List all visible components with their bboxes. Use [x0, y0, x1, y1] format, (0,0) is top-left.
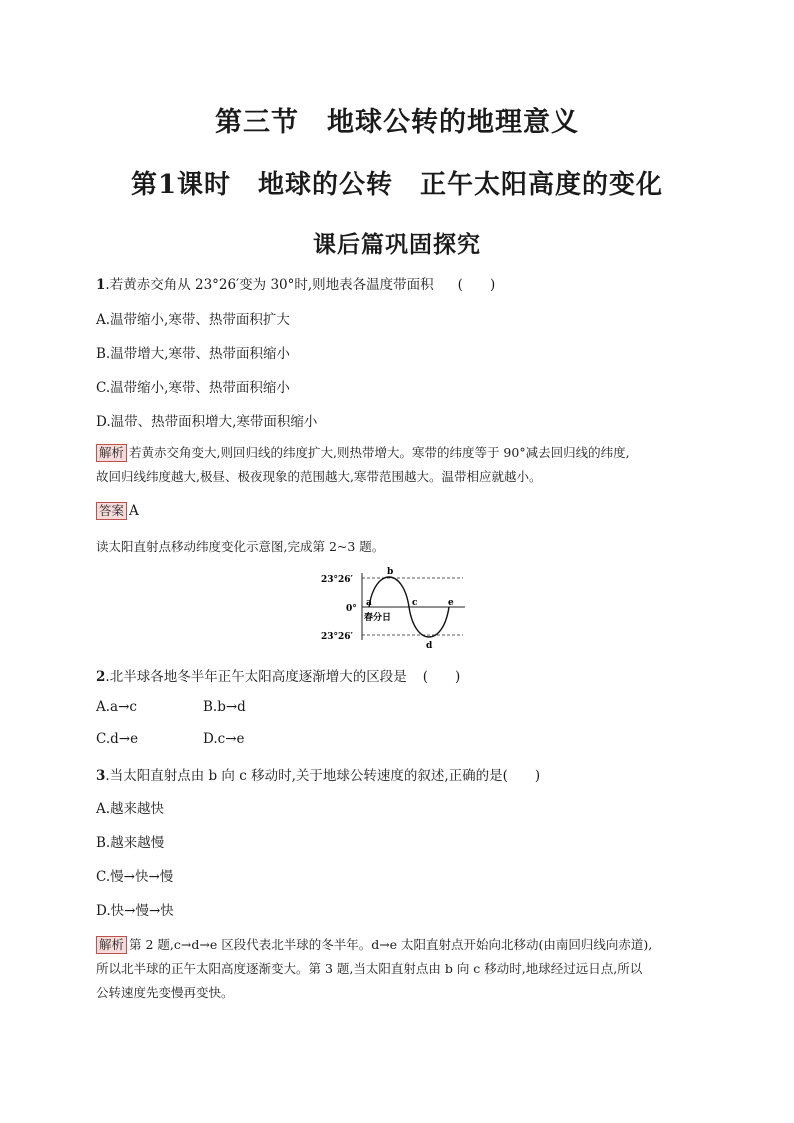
analysis-tag: 解析: [96, 936, 127, 954]
question-2-option-d: D.c→e: [203, 731, 245, 747]
question-3-option-c: C.慢→快→慢: [96, 869, 174, 885]
point-c-label: c: [412, 598, 418, 608]
analysis-tag: 解析: [96, 444, 127, 462]
analysis-text-line: 故回归线纬度越大,极昼、极夜现象的范围越大,寒带范围越大。温带相应就越小。: [96, 469, 542, 484]
question-3: [96, 764, 540, 784]
answer-value: A: [129, 503, 139, 519]
question-2-option-a: A.a→c: [96, 699, 137, 715]
question-3-option-a: A.越来越快: [96, 801, 165, 817]
question-2: [96, 665, 460, 685]
question-2-stem: .北半球各地冬半年正午太阳高度逐渐增大的区段是: [105, 669, 407, 685]
question-1-paren: ( ): [457, 277, 496, 293]
question-3-analysis: [96, 933, 652, 1005]
section-title: 第三节 地球公转的地理意义: [215, 107, 579, 138]
analysis-text-line: 若黄赤交角变大,则回归线的纬度扩大,则热带增大。寒带的纬度等于 90°减去回归线的纬度,: [129, 445, 630, 460]
spring-equinox-label: 春分日: [364, 613, 392, 623]
point-e-label: e: [448, 598, 454, 608]
question-1-option-d: D.温带、热带面积增大,寒带面积缩小: [96, 414, 318, 430]
point-a-label: a: [366, 598, 372, 608]
analysis-text-line: 公转速度先变慢再变快。: [96, 985, 234, 1000]
question-2-number: 2: [96, 669, 106, 685]
analysis-text-line: 所以北半球的正午太阳高度逐渐变大。第 3 题,当太阳直射点由 b 向 c 移动时,地球经过远日点,所以: [96, 961, 643, 976]
question-1-option-c: C.温带缩小,寒带、热带面积缩小: [96, 380, 290, 396]
question-2-paren: ( ): [422, 669, 461, 685]
label-south-tropic: 23°26′: [321, 632, 353, 642]
question-1-option-b: B.温带增大,寒带、热带面积缩小: [96, 346, 291, 362]
question-2-option-c: C.d→e: [96, 731, 139, 747]
question-3-paren: ( ): [502, 768, 541, 784]
question-1-option-a: A.温带缩小,寒带、热带面积扩大: [96, 312, 290, 328]
question-1-stem: .若黄赤交角从 23°26′变为 30°时,则地表各温度带面积: [105, 277, 434, 293]
question-1: [96, 273, 495, 293]
label-equator: 0°: [346, 604, 357, 614]
point-d-label: d: [426, 641, 433, 650]
question-2-option-b: B.b→d: [203, 699, 246, 715]
label-north-tropic: 23°26′: [321, 575, 353, 585]
lesson-title: 第1课时 地球的公转 正午太阳高度的变化: [130, 170, 664, 200]
question-1-number: 1: [96, 277, 106, 293]
point-b-label: b: [387, 567, 394, 577]
part-title: 课后篇巩固探究: [313, 231, 481, 258]
question-1-analysis: [96, 441, 630, 489]
question-1-answer: [96, 499, 139, 523]
question-3-option-b: B.越来越慢: [96, 835, 165, 851]
question-3-stem: .当太阳直射点由 b 向 c 移动时,关于地球公转速度的叙述,正确的是: [105, 768, 503, 784]
analysis-text-line: 第 2 题,c→d→e 区段代表北半球的冬半年。d→e 太阳直射点开始向北移动(由南回归线向赤道),: [129, 937, 653, 952]
subsolar-point-diagram: [320, 565, 470, 650]
figure-intro: 读太阳直射点移动纬度变化示意图,完成第 2~3 题。: [96, 539, 385, 554]
question-3-number: 3: [96, 768, 106, 784]
question-3-option-d: D.快→慢→快: [96, 903, 174, 919]
answer-tag: 答案: [96, 502, 127, 520]
